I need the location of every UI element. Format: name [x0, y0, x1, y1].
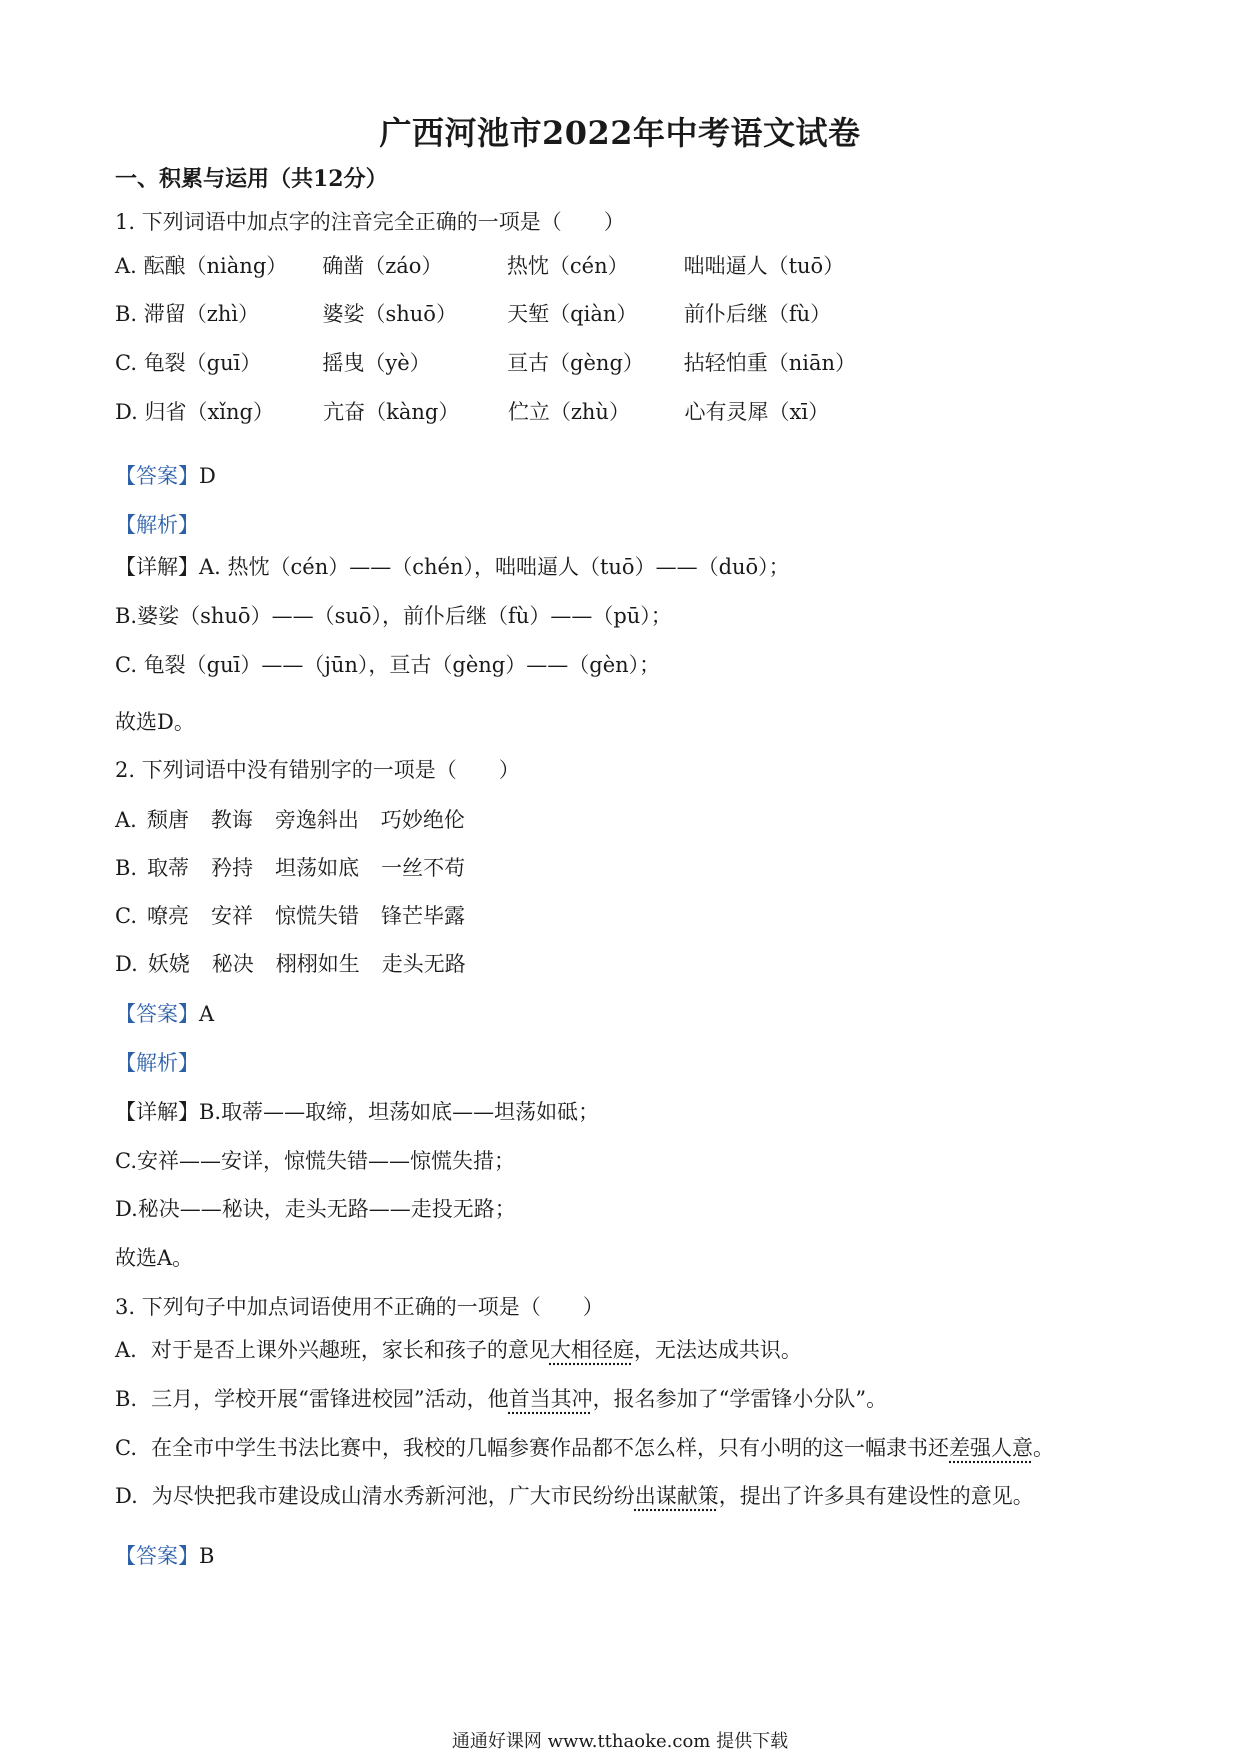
option-item: 亢奋（kàng）	[323, 400, 460, 424]
option-label: C.	[115, 1436, 137, 1460]
q3-option-c	[115, 1438, 1054, 1459]
q1-option-c	[115, 353, 856, 374]
detail-tag: 【详解】	[115, 1100, 199, 1124]
option-label: A.	[115, 254, 137, 278]
section-heading: 一、积累与运用（共12分）	[115, 166, 388, 192]
q3-option-b	[115, 1389, 887, 1410]
q2-answer	[115, 1004, 214, 1025]
dotted-phrase: 首当其冲	[508, 1387, 593, 1411]
option-item: 龟裂（guī）	[143, 351, 262, 375]
option-item: 热忱（cén）	[506, 254, 629, 278]
option-item: 咄咄逼人（tuō）	[683, 254, 845, 278]
q3-answer	[115, 1546, 214, 1567]
option-item: 确凿（záo）	[322, 254, 443, 278]
q1-option-a	[115, 256, 844, 277]
option-text: 三月，学校开展“雷锋进校园”活动，他	[151, 1387, 509, 1411]
answer-value: B	[199, 1544, 215, 1568]
option-item: 旁逸斜出	[274, 808, 359, 832]
page-title: 广西河池市2022年中考语文试卷	[379, 114, 861, 152]
option-text: 在全市中学生书法比赛中，我校的几幅参赛作品都不怎么样，只有小明的这一幅隶书还	[151, 1436, 949, 1460]
q1-analysis-tag: 【解析】	[115, 513, 199, 537]
option-label: A.	[115, 1338, 137, 1362]
option-item: 取蒂	[147, 856, 190, 880]
option-item: 前仆后继（fù）	[683, 302, 832, 326]
q1-option-b	[115, 304, 831, 325]
option-label: B.	[115, 302, 138, 326]
option-label: C.	[115, 904, 137, 928]
q2-detail-2: C.安祥——安详，惊慌失错——惊慌失措；	[115, 1149, 515, 1173]
option-item: 坦荡如底	[275, 856, 360, 880]
q3-option-a	[115, 1340, 802, 1361]
option-item: 教诲	[210, 808, 253, 832]
option-item: 一丝不苟	[381, 856, 466, 880]
q2-stem: 2. 下列词语中没有错别字的一项是（ ）	[115, 758, 520, 782]
option-item: 酝酿（niàng）	[143, 254, 288, 278]
option-item: 伫立（zhù）	[507, 400, 630, 424]
q1-stem: 1. 下列词语中加点字的注音完全正确的一项是（ ）	[115, 210, 625, 234]
option-text: ，报名参加了“学雷锋小分队”。	[592, 1387, 888, 1411]
option-label: B.	[115, 1387, 138, 1411]
option-text: ，提出了许多具有建设性的意见。	[718, 1484, 1034, 1508]
option-item: 嘹亮	[147, 904, 189, 928]
option-item: 滞留（zhì）	[143, 302, 260, 326]
option-item: 颓唐	[146, 808, 189, 832]
option-text: 。	[1033, 1436, 1054, 1460]
option-item: 矜持	[211, 856, 254, 880]
q2-analysis-tag: 【解析】	[115, 1051, 199, 1075]
option-label: D.	[115, 1484, 138, 1508]
option-item: 秘决	[211, 952, 254, 976]
option-label: C.	[115, 351, 137, 375]
q1-answer	[115, 466, 216, 487]
option-item: 婆娑（shuō）	[322, 302, 457, 326]
option-item: 拈轻怕重（niān）	[683, 351, 857, 375]
option-item: 妖娆	[147, 952, 190, 976]
detail-tag: 【详解】	[115, 555, 199, 579]
q2-option-d	[115, 954, 488, 975]
option-label: D.	[115, 400, 138, 424]
answer-tag: 【答案】	[115, 1002, 199, 1026]
q2-option-c	[115, 906, 487, 927]
option-item: 惊慌失错	[275, 904, 359, 928]
q2-option-b	[115, 858, 487, 879]
detail-text: B.取蒂——取缔，坦荡如底——坦荡如砥；	[199, 1100, 600, 1124]
option-item: 摇曳（yè）	[322, 351, 431, 375]
option-label: D.	[115, 952, 138, 976]
dotted-phrase: 大相径庭	[549, 1338, 634, 1362]
footer-source: 通通好课网 www.tthaoke.com 提供下载	[451, 1731, 789, 1752]
option-text: 为尽快把我市建设成山清水秀新河池，广大市民纷纷	[151, 1484, 635, 1508]
option-item: 栩栩如生	[275, 952, 360, 976]
option-text: ，无法达成共识。	[633, 1338, 802, 1362]
dotted-phrase: 出谋献策	[634, 1484, 719, 1508]
answer-tag: 【答案】	[115, 464, 199, 488]
detail-text: A. 热忱（cén）——（chén），咄咄逼人（tuō）——（duō）；	[199, 555, 790, 579]
q2-option-a	[115, 810, 487, 831]
q1-detail-2: B.婆娑（shuō）——（suō），前仆后继（fù）——（pū）；	[115, 604, 672, 628]
q1-detail-1	[115, 557, 790, 578]
dotted-phrase: 差强人意	[949, 1436, 1033, 1460]
q2-detail-3: D.秘决——秘诀，走头无路——走投无路；	[115, 1197, 516, 1221]
q3-stem: 3. 下列句子中加点词语使用不正确的一项是（ ）	[115, 1295, 604, 1319]
answer-tag: 【答案】	[115, 1544, 199, 1568]
q2-conclusion: 故选A。	[115, 1246, 194, 1270]
q1-conclusion: 故选D。	[115, 710, 195, 734]
option-text: 对于是否上课外兴趣班，家长和孩子的意见	[150, 1338, 550, 1362]
q1-detail-3: C. 龟裂（guī）——（jūn），亘古（gèng）——（gèn）；	[115, 653, 661, 677]
q3-option-d	[115, 1486, 1034, 1507]
answer-value: D	[199, 464, 216, 488]
option-item: 天堑（qiàn）	[507, 302, 638, 326]
q1-option-d	[115, 402, 829, 423]
answer-value: A	[199, 1002, 215, 1026]
option-item: 亘古（gèng）	[507, 351, 644, 375]
option-item: 心有灵犀（xī）	[684, 400, 830, 424]
option-label: A.	[115, 808, 137, 832]
option-item: 巧妙绝伦	[380, 808, 465, 832]
option-item: 安祥	[211, 904, 253, 928]
q2-detail-1	[115, 1102, 599, 1123]
option-item: 归省（xǐng）	[144, 400, 274, 424]
option-item: 走头无路	[381, 952, 466, 976]
option-label: B.	[115, 856, 138, 880]
option-item: 锋芒毕露	[381, 904, 465, 928]
